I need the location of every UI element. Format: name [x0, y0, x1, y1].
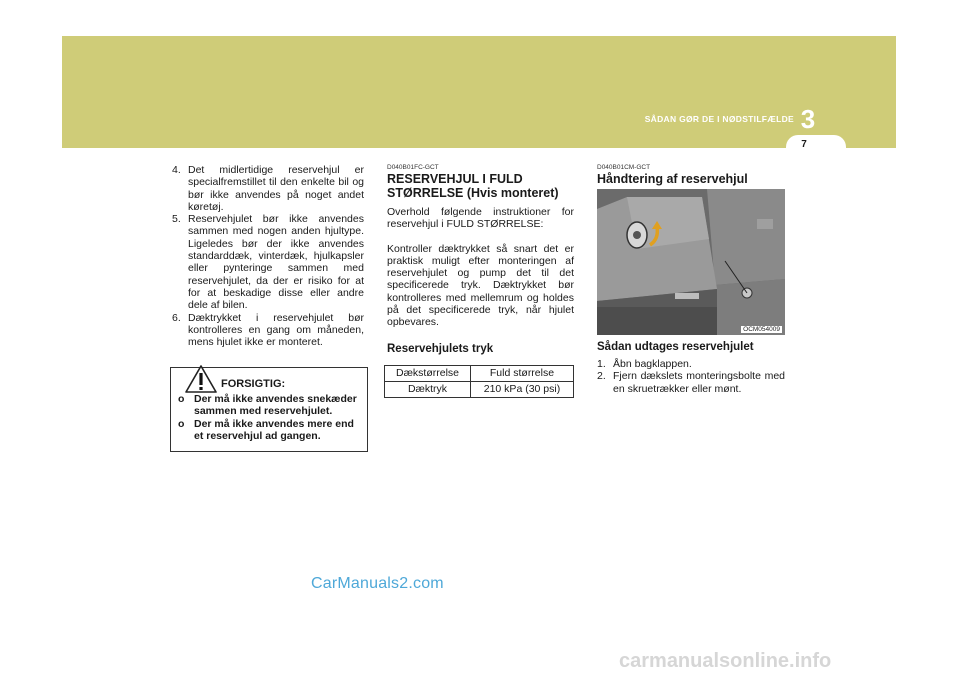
- list-item: 1. Åbn bagklappen.: [597, 358, 692, 370]
- paragraph: Kontroller dæktrykket så snart det er praktisk muligt efter monteringen af reservehjulet og pump det til det specificerede tryk. Dæktrykket bør kontrolleres med mellemrum og holdes på det specificerede tryk, når hjulet opbevares.: [387, 242, 574, 329]
- photo-code: OCM054009: [743, 326, 780, 333]
- watermark-link[interactable]: CarManuals2.com: [311, 575, 444, 592]
- table-cell: Fuld størrelse: [470, 365, 573, 381]
- subheading: Reservehjulets tryk: [387, 342, 494, 355]
- subheading: Sådan udtages reservehjulet: [597, 341, 754, 353]
- table-cell: Dæktryk: [385, 381, 471, 397]
- trunk-photo: [597, 189, 785, 335]
- list-item: 6. Dæktrykket i reservehjulet bør kontrolleres en gang om måneden, mens hjulet ikke er monteret.: [172, 311, 364, 349]
- section-code: D040B01CM-GCT: [597, 164, 651, 171]
- pressure-table: [384, 365, 574, 398]
- list-item: 4. Det midlertidige reservehjul er specialfremstillet til den enkelte bil og bør ikke anvendes på noget andet køretøj.: [172, 164, 364, 213]
- trunk-illustration: [597, 189, 785, 335]
- warning-triangle-icon: [184, 364, 218, 394]
- table-cell: 210 kPa (30 psi): [470, 381, 573, 397]
- table-row: [385, 381, 574, 397]
- chapter-number: 3: [800, 104, 816, 134]
- list-item: o Der må ikke anvendes snekæder sammen med reservehjulet.: [178, 393, 357, 418]
- footer-watermark: carmanualsonline.info: [619, 650, 832, 672]
- section-heading: RESERVEHJUL I FULD STØRRELSE (Hvis monteret): [387, 172, 559, 200]
- section-code: D040B01FC-GCT: [387, 164, 439, 171]
- table-cell: Dækstørrelse: [385, 365, 471, 381]
- caution-list: [178, 393, 363, 443]
- section-heading: Håndtering af reservehjul: [597, 172, 748, 186]
- list-item: 5. Reservehjulet bør ikke anvendes sammen med nogen anden hjultype. Ligeledes bør der ikke anvendes standarddæk, vinterdæk, hjulkapsler eller pynteringe sammen med reservehjulet, da der er risiko for at for at beskadige disse eller andre dele af bilen.: [172, 213, 364, 312]
- numbered-list: [172, 164, 364, 348]
- header-band: [62, 36, 896, 148]
- caution-title: FORSIGTIG:: [221, 378, 286, 390]
- list-item: o Der må ikke anvendes mere end et reservehjul ad gangen.: [178, 417, 354, 443]
- caution-box: [170, 367, 368, 452]
- paragraph: Overhold følgende instruktioner for reservehjul i FULD STØRRELSE:: [387, 206, 574, 231]
- column-left: [172, 164, 364, 348]
- table-row: [385, 365, 574, 381]
- column-middle: [387, 164, 574, 398]
- numbered-list: [597, 358, 785, 395]
- list-item: 2. Fjern dækslets monteringsbolte med en skruetrækker eller mønt.: [597, 370, 785, 395]
- section-title: SÅDAN GØR DE I NØDSTILFÆLDE: [644, 114, 794, 124]
- page-number: 7: [801, 139, 807, 150]
- column-right: [597, 164, 785, 395]
